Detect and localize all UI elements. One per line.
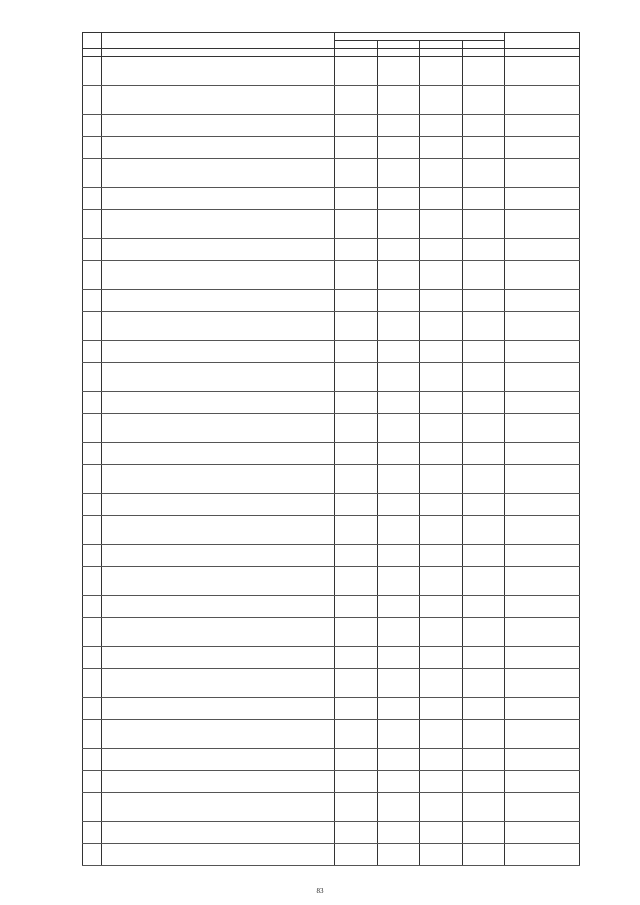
header-cell [83,33,102,49]
table-row [83,749,580,771]
column-number-cell [505,49,580,57]
column-number-cell [462,49,505,57]
table-header-row [83,33,580,41]
header-cell [462,41,505,49]
table-row [83,844,580,866]
page-number: 83 [316,887,324,895]
table-row [83,698,580,720]
table-row [83,567,580,596]
table-row [83,115,580,137]
table-row [83,822,580,844]
table-row [83,465,580,494]
table-row [83,545,580,567]
column-number-cell [83,49,102,57]
header-cell [377,41,420,49]
table-row [83,771,580,793]
table-row [83,392,580,414]
table-row [83,188,580,210]
table-row [83,363,580,392]
table-row [83,647,580,669]
column-number-cell [335,49,378,57]
table-row [83,494,580,516]
column-number-cell [420,49,463,57]
table-row [83,210,580,239]
table-row [83,414,580,443]
column-number-cell [102,49,335,57]
table-row [83,596,580,618]
table-row [83,86,580,115]
budget-table [82,32,580,866]
table-row [83,239,580,261]
table-row [83,261,580,290]
table-row [83,290,580,312]
table-row [83,137,580,159]
table-row [83,443,580,465]
table-row [83,669,580,698]
header-cell [505,33,580,49]
table-row [83,159,580,188]
table-row [83,341,580,363]
table-row [83,793,580,822]
header-cell [335,41,378,49]
header-cell [335,33,505,41]
column-number-row [83,49,580,57]
table-row [83,312,580,341]
header-cell [420,41,463,49]
table-row [83,516,580,545]
header-cell [102,33,335,49]
table-row [83,57,580,86]
table-row [83,720,580,749]
table-row [83,618,580,647]
column-number-cell [377,49,420,57]
